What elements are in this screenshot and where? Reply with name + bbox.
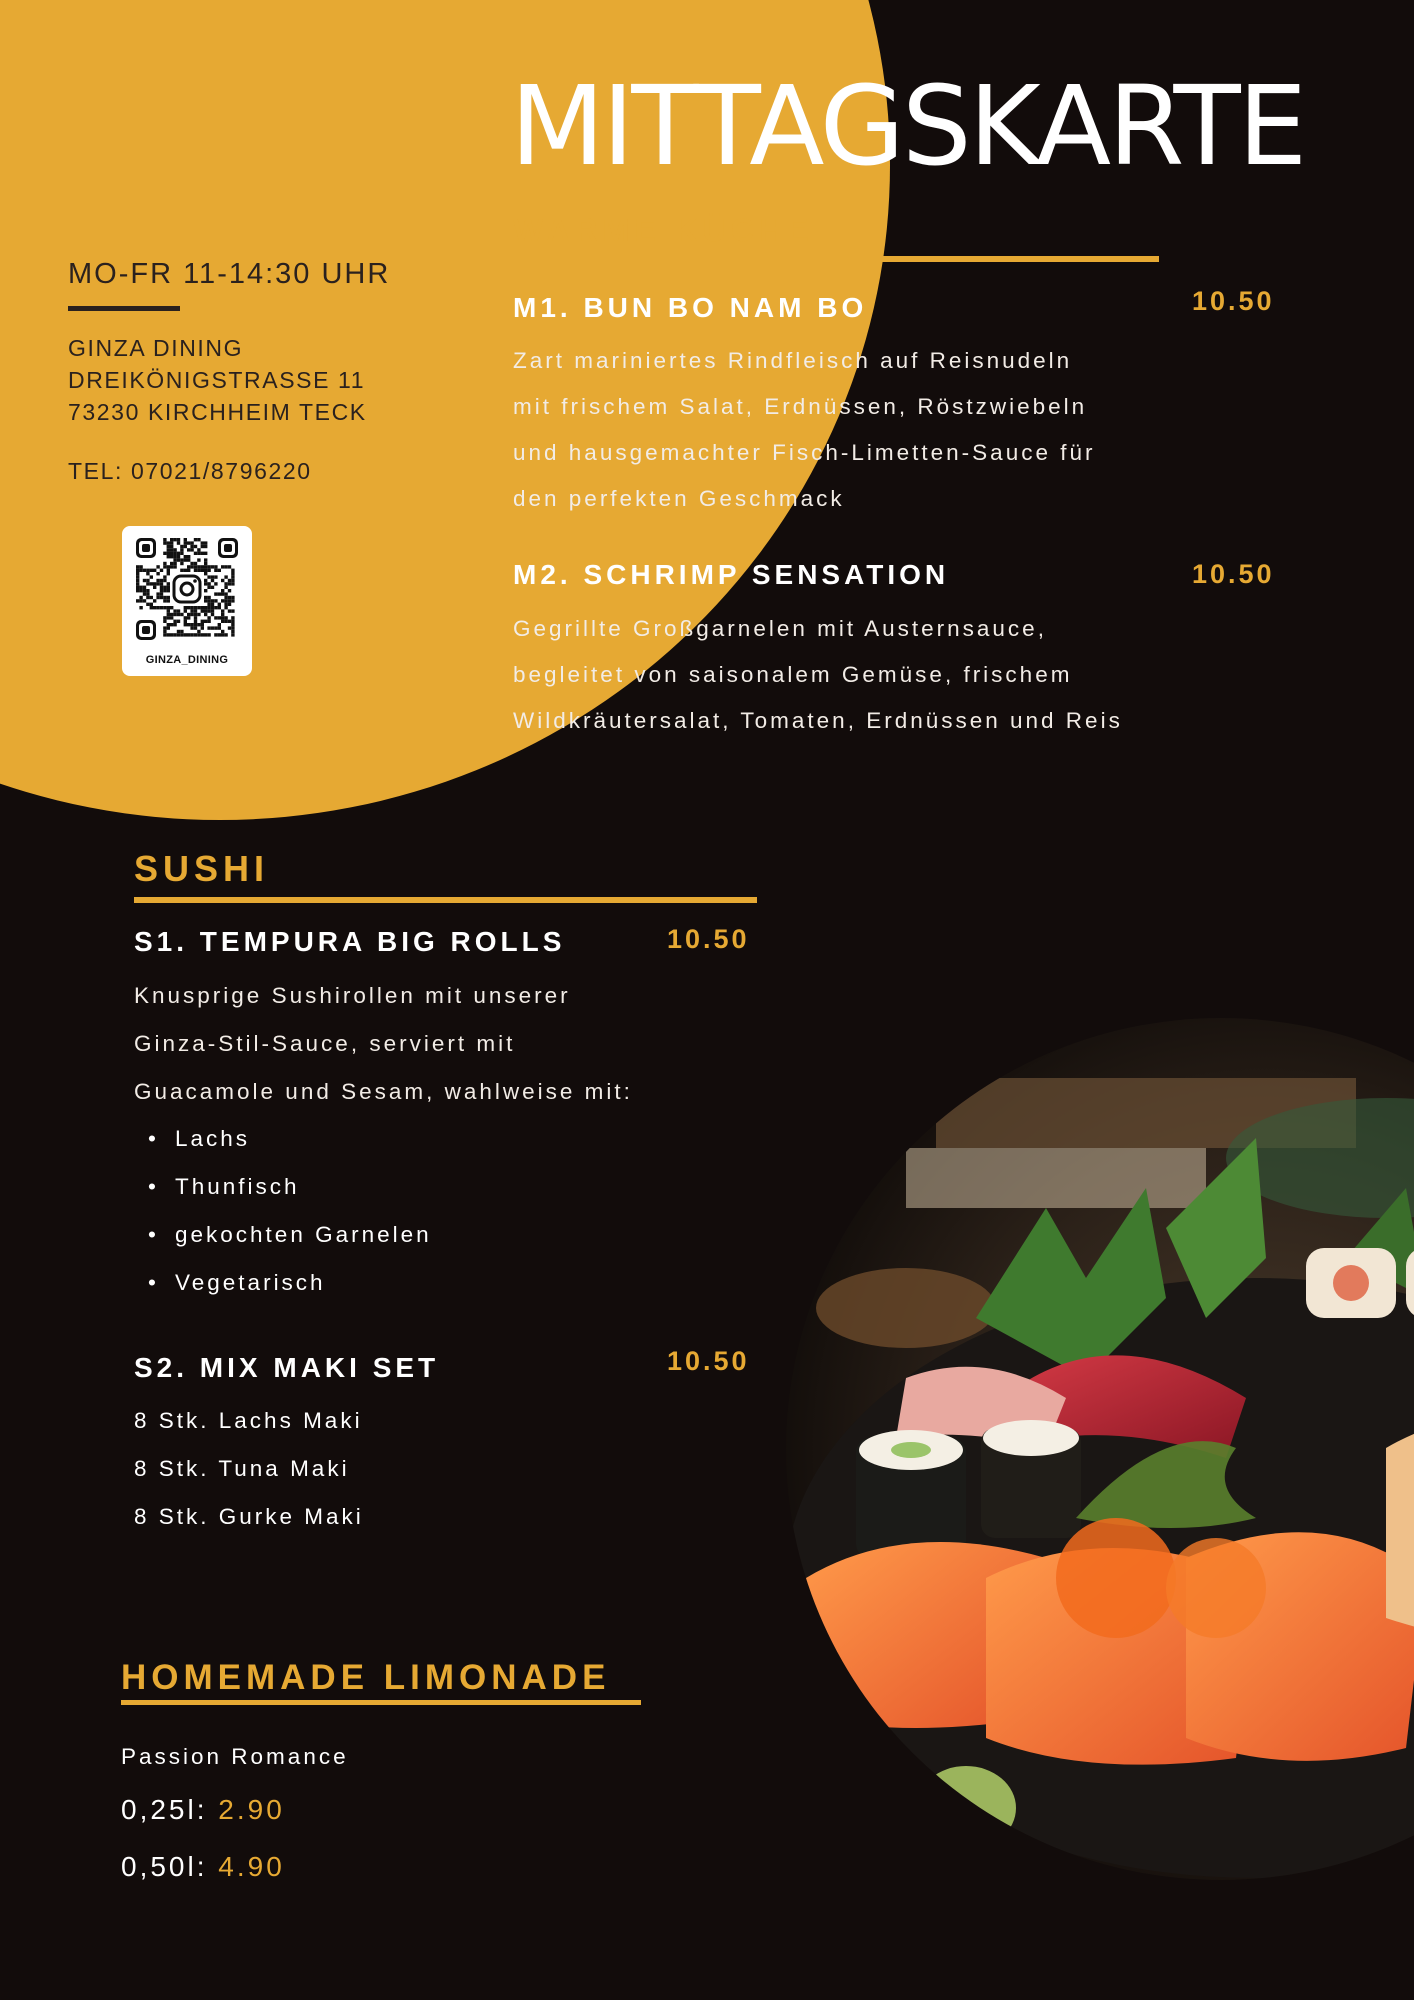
description-line: Zart mariniertes Rindfleisch auf Reisnudeln (513, 348, 1073, 373)
list-item: • Thunfisch (134, 1163, 432, 1211)
menu-item-name: M1. BUN BO NAM BO (513, 292, 868, 323)
address-line: DREIKÖNIGSTRASSE 11 (68, 367, 366, 393)
section-rule-warm (511, 256, 1159, 262)
qr-code-icon (134, 536, 240, 642)
description-line: mit frischem Salat, Erdnüssen, Röstzwiebeln (513, 394, 1088, 419)
drink-size-label: 0,25l: (121, 1794, 208, 1825)
description-line: Wildkräutersalat, Tomaten, Erdnüssen und Reis (513, 708, 1123, 733)
section-heading-sushi: SUSHI (134, 848, 270, 889)
description-line: Knusprige Sushirollen mit unserer (134, 983, 571, 1008)
drink-size-price: 2.90 (218, 1794, 285, 1825)
menu-item-description (513, 338, 1095, 522)
qr-label: GINZA_DINING (145, 654, 229, 666)
section-rule-sushi (134, 897, 757, 903)
address-block (68, 332, 367, 428)
section-heading-limonade: HOMEMADE LIMONADE (121, 1658, 611, 1697)
drink-size-row (121, 1794, 285, 1826)
list-item: 8 Stk. Lachs Maki (134, 1408, 363, 1433)
qr-card[interactable] (122, 526, 252, 676)
menu-item-price: 10.50 (1192, 559, 1275, 589)
list-item: • Lachs (134, 1115, 432, 1163)
page-title: MITTAGSKARTE (510, 62, 1305, 190)
list-item: 8 Stk. Tuna Maki (134, 1456, 350, 1481)
section-heading-warm: WARME KÜCHE (513, 212, 814, 248)
list-item: • Vegetarisch (134, 1259, 432, 1307)
drink-size-row (121, 1851, 285, 1883)
description-line: begleitet von saisonalem Gemüse, frischem (513, 662, 1073, 687)
phone-number: TEL: 07021/8796220 (68, 458, 312, 484)
list-item: • gekochten Garnelen (134, 1211, 432, 1259)
drink-size-price: 4.90 (218, 1851, 285, 1882)
section-rule-limonade (121, 1700, 641, 1705)
description-line: den perfekten Geschmack (513, 486, 845, 511)
maki-list (134, 1397, 364, 1541)
sushi-photo (786, 1018, 1414, 1880)
menu-item-description (134, 972, 633, 1116)
menu-item-description (513, 606, 1123, 744)
list-item: 8 Stk. Gurke Maki (134, 1504, 364, 1529)
description-line: Guacamole und Sesam, wahlweise mit: (134, 1079, 633, 1104)
menu-item-price: 10.50 (667, 1346, 750, 1376)
drink-size-label: 0,50l: (121, 1851, 208, 1882)
menu-item-price: 10.50 (1192, 286, 1275, 316)
hours-divider (68, 306, 180, 311)
description-line: und hausgemachter Fisch-Limetten-Sauce für (513, 440, 1096, 465)
menu-item-name: S2. MIX MAKI SET (134, 1352, 440, 1383)
description-line: Gegrillte Großgarnelen mit Austernsauce, (513, 616, 1047, 641)
menu-item-price: 10.50 (667, 924, 750, 954)
description-line: Ginza-Stil-Sauce, serviert mit (134, 1031, 516, 1056)
drink-name: Passion Romance (121, 1744, 349, 1769)
instagram-icon (171, 573, 203, 605)
option-list (134, 1115, 432, 1307)
menu-item-name: M2. SCHRIMP SENSATION (513, 559, 950, 590)
address-line: 73230 KIRCHHEIM TECK (68, 399, 367, 425)
opening-hours: MO-FR 11-14:30 UHR (68, 258, 391, 290)
menu-item-name: S1. TEMPURA BIG ROLLS (134, 926, 566, 957)
address-line: GINZA DINING (68, 335, 244, 361)
